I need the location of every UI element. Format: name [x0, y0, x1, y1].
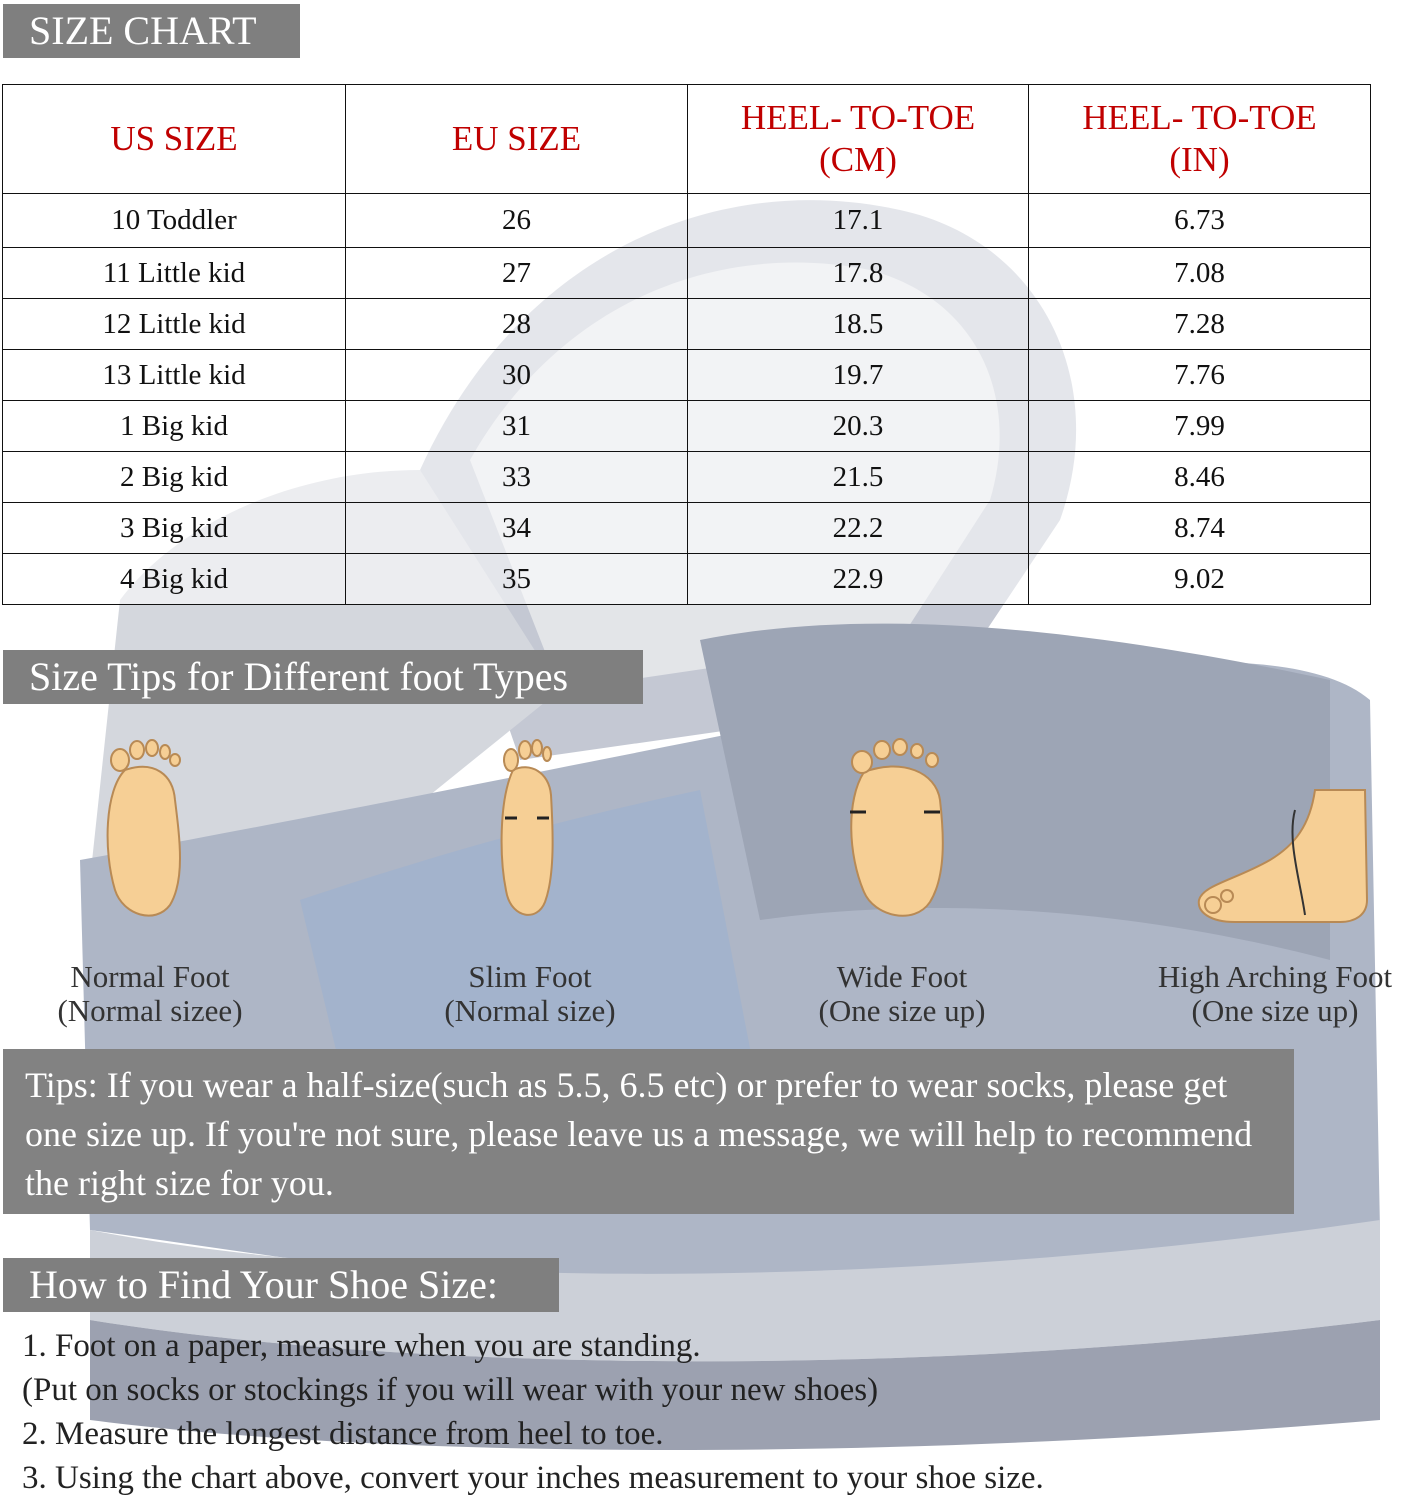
table-header-row [3, 85, 1371, 194]
slim-foot-icon [475, 730, 585, 930]
foot-type-high-arch [1150, 730, 1400, 1028]
cell-heel-to-toe-in: 7.99 [1029, 401, 1371, 452]
cell-heel-to-toe-in: 6.73 [1029, 194, 1371, 248]
cell-heel-to-toe-cm: 22.2 [688, 503, 1029, 554]
cell-us-size: 2 Big kid [3, 452, 346, 503]
cell-heel-to-toe-in: 9.02 [1029, 554, 1371, 605]
foot-types-section [0, 730, 1402, 1040]
cell-us-size: 13 Little kid [3, 350, 346, 401]
cell-us-size: 12 Little kid [3, 299, 346, 350]
high-arch-foot-icon [1175, 730, 1375, 930]
cell-us-size: 11 Little kid [3, 248, 346, 299]
cell-heel-to-toe-in: 7.76 [1029, 350, 1371, 401]
cell-eu-size: 28 [346, 299, 688, 350]
cell-heel-to-toe-in: 8.46 [1029, 452, 1371, 503]
foot-type-slim [420, 730, 640, 1028]
table-row [3, 194, 1371, 248]
cell-us-size: 4 Big kid [3, 554, 346, 605]
foot-types-title: Size Tips for Different foot Types [3, 650, 643, 704]
foot-type-advice: (One size up) [818, 993, 986, 1028]
foot-type-advice: (Normal size) [444, 993, 616, 1028]
table-row [3, 350, 1371, 401]
cell-heel-to-toe-cm: 17.8 [688, 248, 1029, 299]
cell-heel-to-toe-cm: 17.1 [688, 194, 1029, 248]
tips-box: Tips: If you wear a half-size(such as 5.5, 6.5 etc) or prefer to wear socks, please get one size up. If you're not sure, please leave us a message, we will help to recommend the right size for you. [3, 1049, 1294, 1214]
cell-heel-to-toe-in: 7.28 [1029, 299, 1371, 350]
cell-us-size: 3 Big kid [3, 503, 346, 554]
table-row [3, 401, 1371, 452]
cell-heel-to-toe-cm: 19.7 [688, 350, 1029, 401]
wide-foot-icon [842, 730, 962, 930]
header-eu-size: EU SIZE [346, 85, 688, 194]
normal-foot-icon [95, 730, 205, 930]
how-to-step: 2. Measure the longest distance from heel to toe. [22, 1416, 664, 1452]
table-row [3, 299, 1371, 350]
how-to-step-note: (Put on socks or stockings if you will wear with your new shoes) [22, 1372, 879, 1408]
header-us-size: US SIZE [3, 85, 346, 194]
cell-heel-to-toe-cm: 18.5 [688, 299, 1029, 350]
foot-type-normal [40, 730, 260, 1028]
table-row [3, 248, 1371, 299]
header-heel-to-toe-in: HEEL- TO-TOE (IN) [1029, 85, 1371, 194]
cell-us-size: 1 Big kid [3, 401, 346, 452]
foot-type-advice: (Normal sizee) [57, 993, 243, 1028]
foot-type-wide [792, 730, 1012, 1028]
cell-heel-to-toe-in: 8.74 [1029, 503, 1371, 554]
cell-eu-size: 26 [346, 194, 688, 248]
foot-type-name: Wide Foot [836, 959, 968, 994]
cell-eu-size: 31 [346, 401, 688, 452]
cell-heel-to-toe-in: 7.08 [1029, 248, 1371, 299]
cell-heel-to-toe-cm: 21.5 [688, 452, 1029, 503]
cell-eu-size: 27 [346, 248, 688, 299]
how-to-steps [22, 1324, 1382, 1500]
table-row [3, 503, 1371, 554]
foot-type-name: Normal Foot [70, 959, 230, 994]
cell-us-size: 10 Toddler [3, 194, 346, 248]
foot-type-name: Slim Foot [468, 959, 592, 994]
cell-eu-size: 33 [346, 452, 688, 503]
foot-type-name: High Arching Foot [1157, 959, 1393, 994]
table-row [3, 452, 1371, 503]
table-row [3, 554, 1371, 605]
foot-type-advice: (One size up) [1191, 993, 1359, 1028]
cell-heel-to-toe-cm: 20.3 [688, 401, 1029, 452]
how-to-step: 3. Using the chart above, convert your inches measurement to your shoe size. [22, 1460, 1044, 1496]
header-heel-to-toe-cm: HEEL- TO-TOE (CM) [688, 85, 1029, 194]
cell-eu-size: 30 [346, 350, 688, 401]
size-chart-table [2, 84, 1371, 605]
cell-heel-to-toe-cm: 22.9 [688, 554, 1029, 605]
how-to-title: How to Find Your Shoe Size: [3, 1258, 559, 1312]
cell-eu-size: 35 [346, 554, 688, 605]
how-to-step: 1. Foot on a paper, measure when you are standing. [22, 1328, 701, 1364]
size-chart-title: SIZE CHART [3, 4, 300, 58]
cell-eu-size: 34 [346, 503, 688, 554]
